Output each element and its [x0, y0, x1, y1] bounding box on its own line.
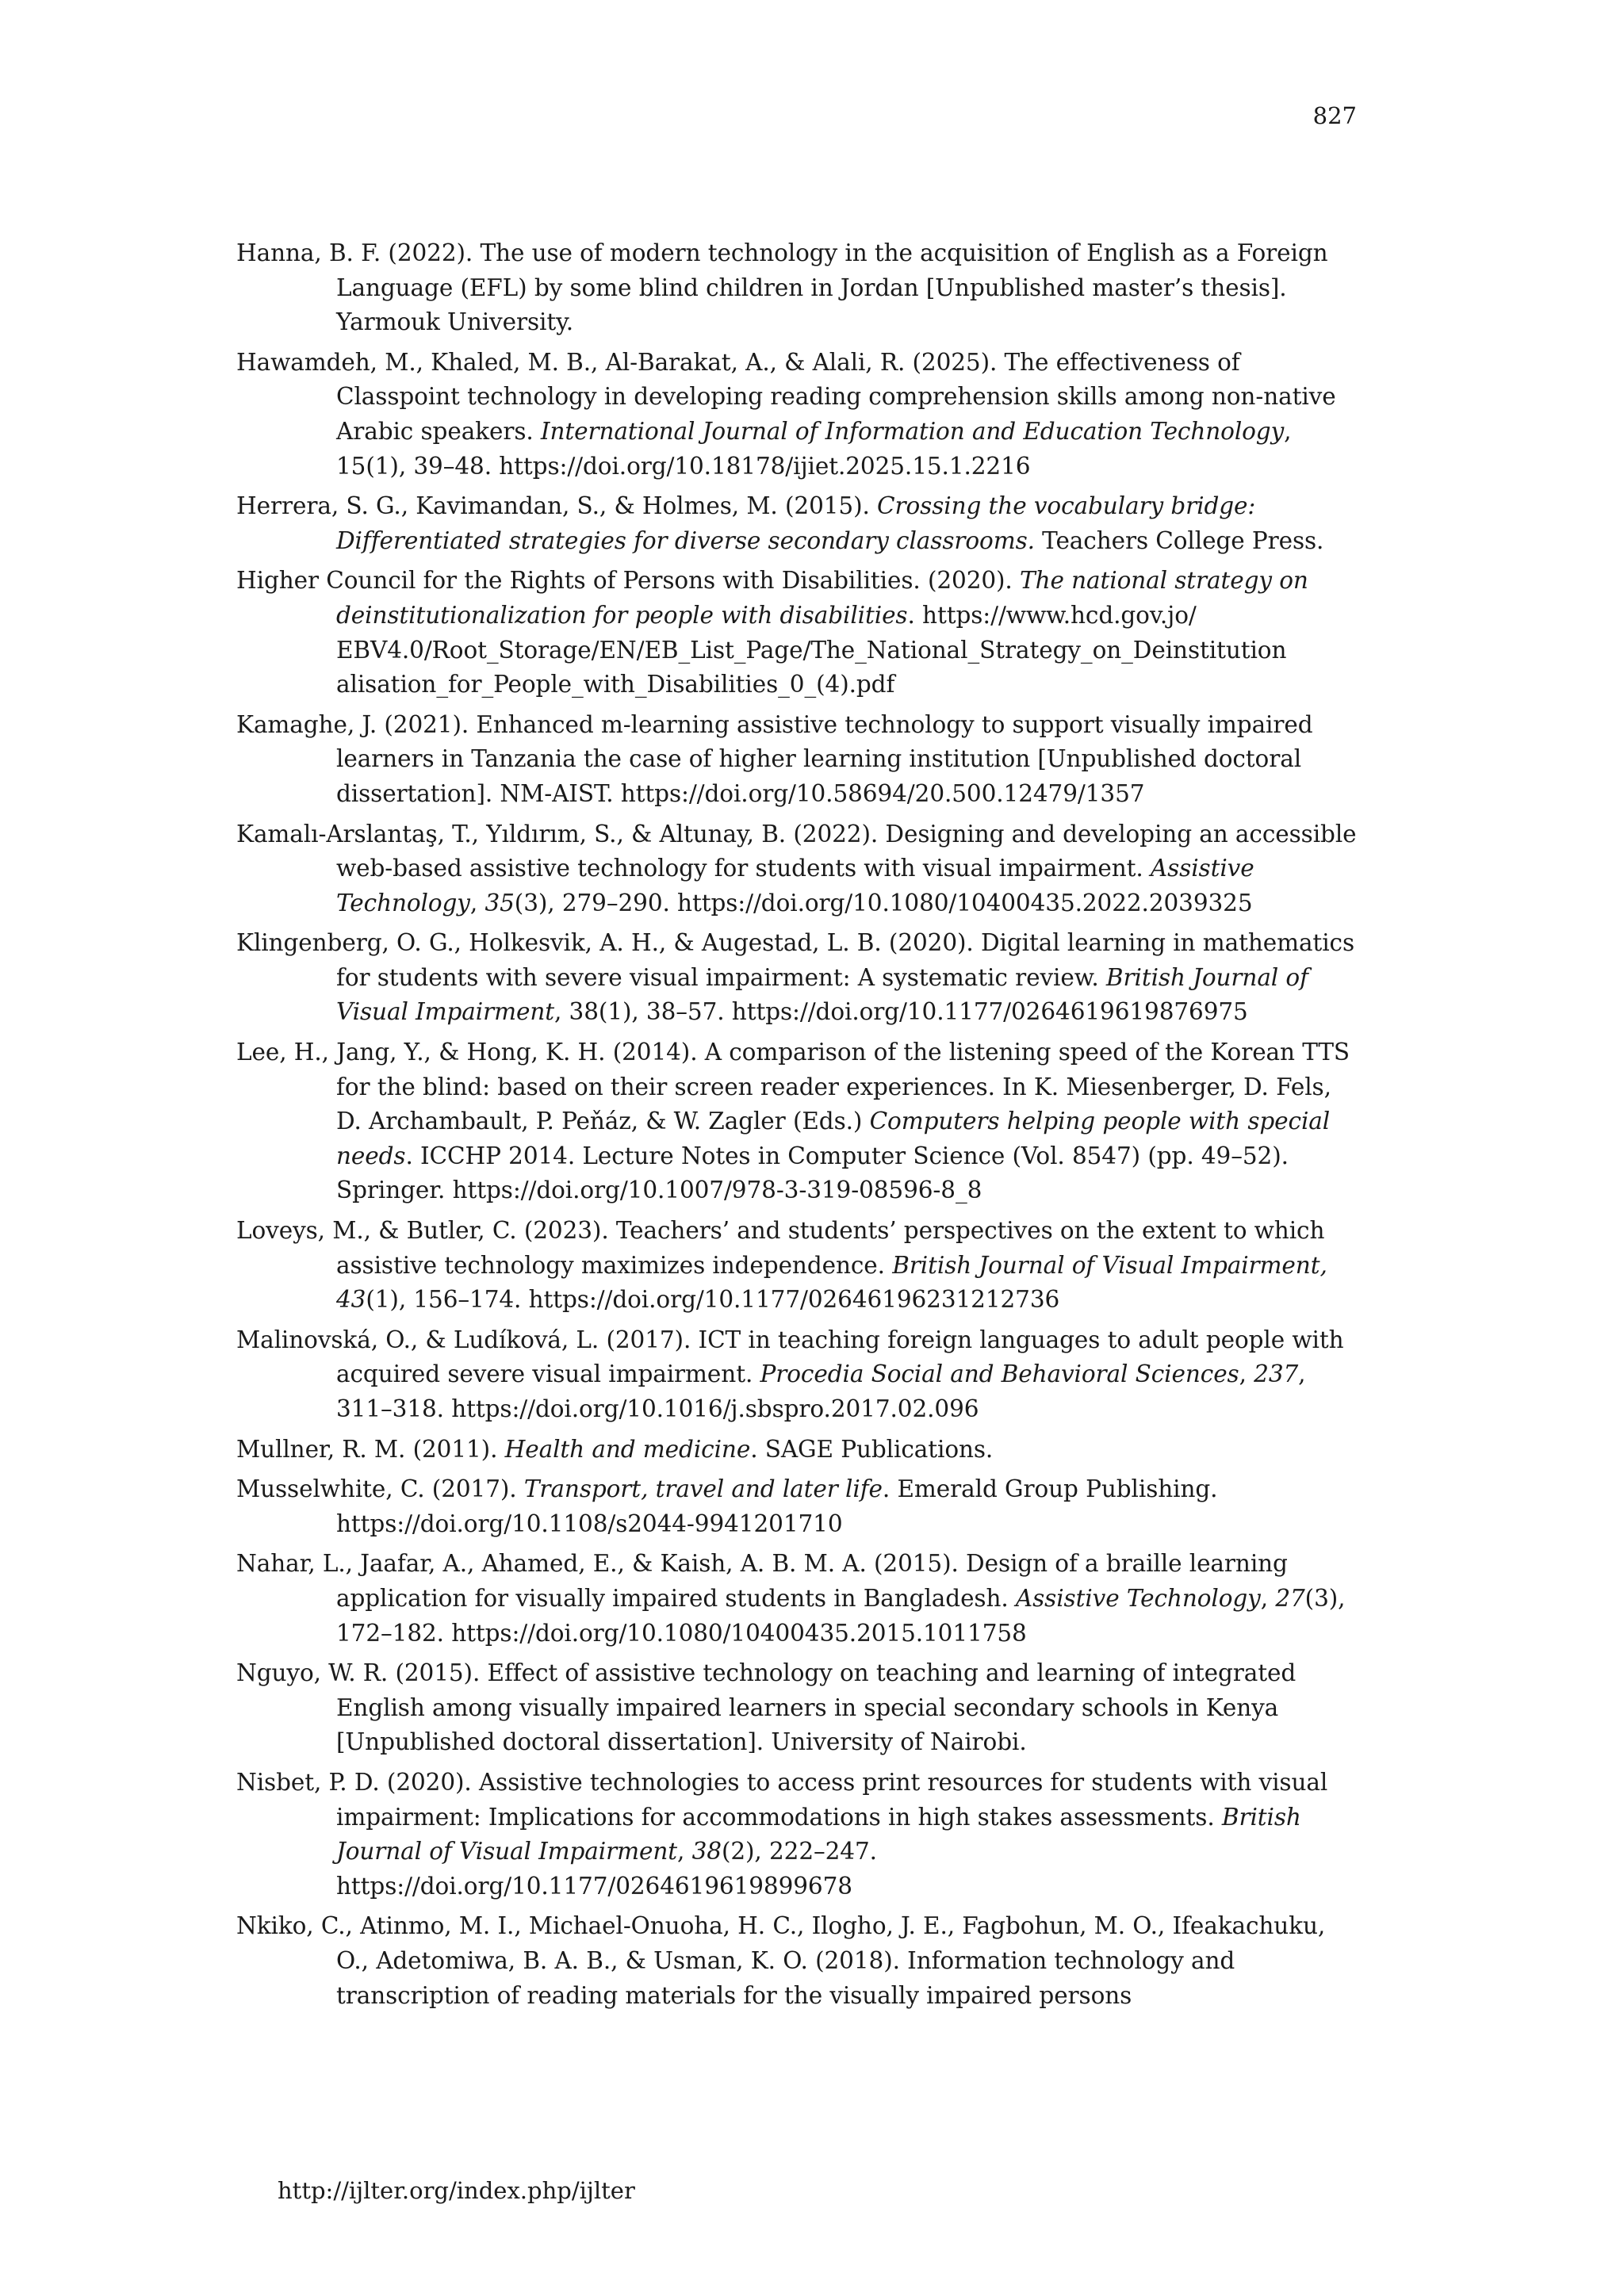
reference-entry: [236, 1909, 1362, 2013]
reference-text: , 311–318. https://doi.org/10.1016/j.sbspro.2017.02.096: [336, 1360, 1306, 1422]
reference-entry: [236, 564, 1362, 702]
reference-entry: [236, 346, 1362, 484]
reference-text: Hanna, B. F. (2022). The use of modern technology in the acquisition of English as a Foreign Language (EFL) by some blind children in Jordan [Unpublished master’s thesis]. Yarmouk University.: [236, 239, 1328, 336]
reference-entry: [236, 1472, 1362, 1541]
reference-italic-text: 35: [485, 889, 515, 916]
page-number: 827: [1312, 102, 1357, 129]
reference-text: ,: [469, 889, 485, 916]
reference-text: ,: [677, 1838, 692, 1866]
reference-entry: [236, 926, 1362, 1030]
reference-entry: [236, 236, 1362, 340]
reference-italic-text: 237: [1254, 1360, 1299, 1388]
reference-text: , 15(1), 39–48. https://doi.org/10.18178/ijiet.2025.15.1.2216: [336, 417, 1292, 480]
reference-entry: [236, 1035, 1362, 1208]
reference-italic-text: Crossing the vocabulary bridge: Differentiated strategies for diverse secondary classrooms.: [336, 492, 1256, 554]
reference-entry: [236, 1547, 1362, 1651]
reference-text: Musselwhite, C. (2017).: [236, 1475, 524, 1503]
reference-text: Klingenberg, O. G., Holkesvik, A. H., & Augestad, L. B. (2020). Digital learning in mathematics for students with severe visual impairment: A systematic review.: [236, 929, 1354, 991]
reference-text: (3), 172–182. https://doi.org/10.1080/10400435.2015.1011758: [336, 1584, 1346, 1647]
reference-text: Mullner, R. M. (2011).: [236, 1435, 505, 1463]
reference-text: Higher Council for the Rights of Persons with Disabilities. (2020).: [236, 567, 1020, 595]
footer-url: http://ijlter.org/index.php/ijlter: [278, 2177, 635, 2204]
reference-text: Malinovská, O., & Ludíková, L. (2017). ICT in teaching foreign languages to adult people with acquired severe visual impairment.: [236, 1326, 1344, 1388]
reference-text: Nisbet, P. D. (2020). Assistive technologies to access print resources for students with visual impairment: Implications for accommodations in high stakes assessments.: [236, 1768, 1328, 1831]
reference-text: (1), 156–174. https://doi.org/10.1177/02646196231212736: [366, 1286, 1060, 1314]
reference-text: , 38(1), 38–57. https://doi.org/10.1177/0264619619876975: [553, 998, 1248, 1026]
reference-italic-text: Transport, travel and later life: [523, 1475, 883, 1503]
reference-italic-text: The national strategy on deinstitutionalization for people with disabilities: [336, 567, 1308, 629]
reference-text: Hawamdeh, M., Khaled, M. B., Al-Barakat, A., & Alali, R. (2025). The effectiveness of Classpoint technology in developing reading comprehension skills among non-native Arabic speakers.: [236, 348, 1336, 445]
reference-entry: [236, 1656, 1362, 1760]
reference-text: Lee, H., Jang, Y., & Hong, K. H. (2014). A comparison of the listening speed of the Korean TTS for the blind: based on their screen reader experiences. In K. Miesenberger, D. Fels, D. Archambault, P. Peňáz, & W. Zagler (Eds.): [236, 1039, 1350, 1135]
reference-entry: [236, 489, 1362, 558]
reference-text: ,: [1260, 1584, 1276, 1612]
reference-italic-text: Assistive Technology: [1015, 1584, 1261, 1612]
reference-italic-text: Procedia Social and Behavioral Sciences: [760, 1360, 1239, 1388]
reference-italic-text: International Journal of Information and Education Technology: [540, 417, 1285, 445]
reference-entry: [236, 1323, 1362, 1427]
reference-text: Nguyo, W. R. (2015). Effect of assistive technology on teaching and learning of integrated English among visually impaired learners in special secondary schools in Kenya [Unpublished doctoral dissertation]. University of Nairobi.: [236, 1659, 1297, 1756]
reference-italic-text: 27: [1275, 1584, 1305, 1612]
reference-entry: [236, 708, 1362, 812]
reference-italic-text: British Journal of Visual Impairment: [336, 1803, 1301, 1866]
reference-text: (2), 222–247. https://doi.org/10.1177/0264619619899678: [336, 1838, 877, 1900]
reference-text: Kamalı-Arslantaş, T., Yıldırım, S., & Altunay, B. (2022). Designing and developing an accessible web-based assistive technology for students with visual impairment.: [236, 820, 1357, 882]
reference-italic-text: British Journal of Visual Impairment, 43: [336, 1251, 1327, 1314]
reference-italic-text: Computers helping people with special needs: [336, 1108, 1331, 1169]
reference-text: . Emerald Group Publishing. https://doi.org/10.1108/s2044-9941201710: [336, 1475, 1218, 1537]
reference-italic-text: 38: [691, 1838, 722, 1866]
reference-text: Nkiko, C., Atinmo, M. I., Michael-Onuoha, H. C., Ilogho, J. E., Fagbohun, M. O., Ifeakachuku, O., Adetomiwa, B. A. B., & Usman, K. O. (2018). Information technology and transcription of reading materials for the visually impaired persons: [236, 1912, 1326, 2009]
reference-text: . https://www.hcd.gov.jo/ EBV4.0/Root_Storage/EN/EB_List_Page/The_National_Strategy_on_Deinstitution alisation_for_People_with_Disabilities_0_(4).pdf: [336, 601, 1287, 698]
reference-text: . ICCHP 2014. Lecture Notes in Computer Science (Vol. 8547) (pp. 49–52). Springer. https://doi.org/10.1007/978-3-319-08596-8_8: [336, 1142, 1289, 1204]
reference-text: Nahar, L., Jaafar, A., Ahamed, E., & Kaish, A. B. M. A. (2015). Design of a braille learning application for visually impaired students in Bangladesh.: [236, 1550, 1288, 1612]
reference-text: (3), 279–290. https://doi.org/10.1080/10400435.2022.2039325: [514, 889, 1253, 916]
reference-italic-text: Assistive Technology: [336, 855, 1254, 916]
reference-text: Kamaghe, J. (2021). Enhanced m-learning assistive technology to support visually impaired learners in Tanzania the case of higher learning institution [Unpublished doctoral dissertation]. NM-AIST. https://doi.org/10.58694/20.500.12479/1357: [236, 710, 1313, 807]
reference-italic-text: Health and medicine: [504, 1435, 751, 1463]
reference-text: Herrera, S. G., Kavimandan, S., & Holmes, M. (2015).: [236, 492, 878, 520]
reference-text: Teachers College Press.: [1034, 526, 1324, 554]
reference-text: . SAGE Publications.: [750, 1435, 994, 1463]
reference-list: [236, 236, 1362, 2019]
reference-text: ,: [1239, 1360, 1254, 1388]
reference-italic-text: British Journal of Visual Impairment: [336, 963, 1308, 1026]
reference-entry: [236, 1766, 1362, 1904]
reference-entry: [236, 1214, 1362, 1318]
reference-entry: [236, 1433, 1362, 1468]
reference-text: Loveys, M., & Butler, C. (2023). Teachers’ and students’ perspectives on the extent to which assistive technology maximizes independence.: [236, 1217, 1325, 1279]
reference-entry: [236, 817, 1362, 921]
